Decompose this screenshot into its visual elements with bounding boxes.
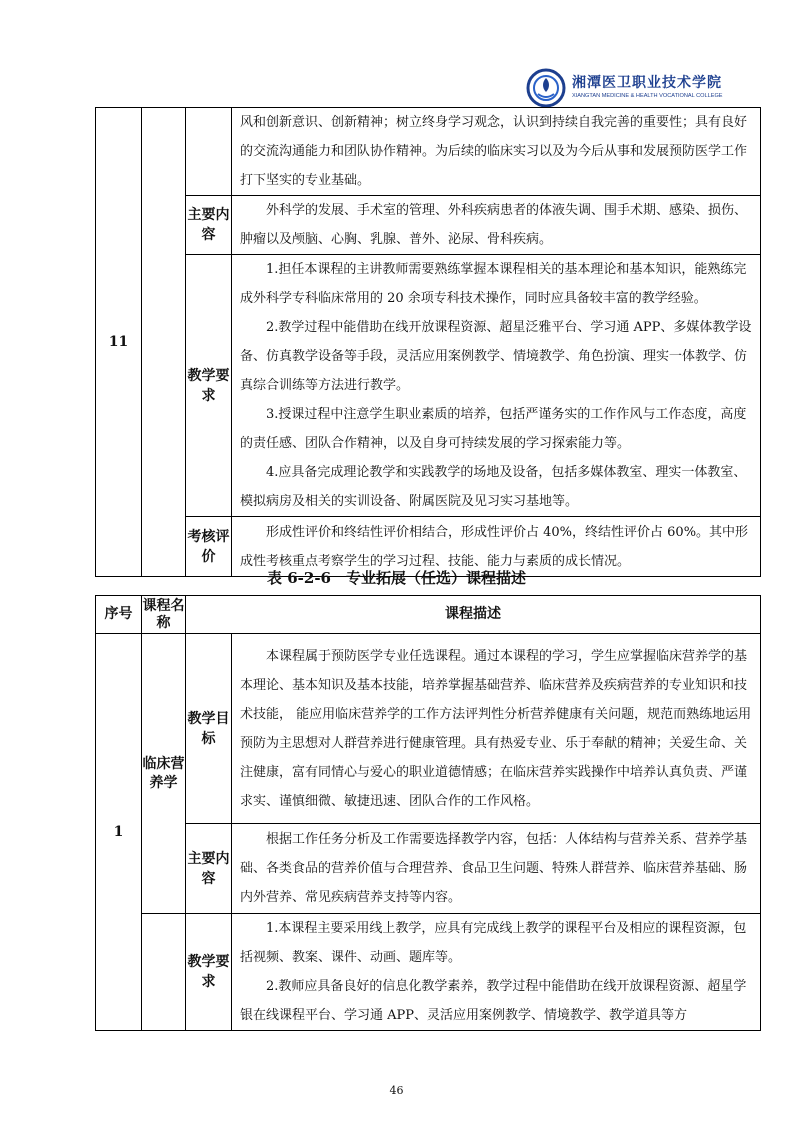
label-cell <box>186 108 232 196</box>
college-name-en: XIANGTAN MEDICINE & HEALTH VOCATIONAL COLLEGE <box>572 93 723 99</box>
table-row <box>96 914 761 1031</box>
requirement-item: 1.本课程主要采用线上教学，应具有完成线上教学的课程平台及相应的课程资源，包括视频、教案、课件、动画、题库等。 <box>240 921 747 965</box>
requirement-item: 2.教学过程中能借助在线开放课程资源、超星泛雅平台、学习通 APP、多媒体教学设备、仿真教学设备等手段，灵活应用案例教学、情境教学、角色扮演、理实一体教学、仿真综合训练等方法进行教学。 <box>240 320 752 393</box>
college-name-cn: 湘潭医卫职业技术学院 <box>572 75 722 91</box>
main-content-text: 外科学的发展、手术室的管理、外科疾病患者的体液失调、围手术期、感染、损伤、肿瘤以及颅脑、心胸、乳腺、普外、泌尿、骨科疾病。 <box>240 203 748 247</box>
row-number: 11 <box>96 108 142 577</box>
teaching-requirements-cell <box>232 255 761 517</box>
main-content-cell <box>232 824 761 914</box>
course-name-cell <box>142 108 186 577</box>
table-header-row <box>96 596 761 634</box>
requirement-item: 3.授课过程中注意学生职业素质的培养，包括严谨务实的工作作风与工作态度，高度的责任感、团队合作精神，以及自身可持续发展的学习探索能力等。 <box>240 407 747 451</box>
table-row <box>96 255 761 517</box>
main-content-label: 主要内容 <box>186 824 232 914</box>
continuation-text: 风和创新意识、创新精神；树立终身学习观念，认识到持续自我完善的重要性；具有良好的交流沟通能力和团队协作精神。为后续的临床实习以及为今后从事和发展预防医学工作打下坚实的专业基础。 <box>240 115 748 188</box>
table-row <box>96 634 761 824</box>
header-seq: 序号 <box>96 596 142 634</box>
table-row <box>96 108 761 196</box>
teaching-goals-label: 教学目标 <box>186 634 232 824</box>
main-content-text: 根据工作任务分析及工作需要选择教学内容，包括：人体结构与营养关系、营养学基础、各类食品的营养价值与合理营养、食品卫生问题、特殊人群营养、临床营养基础、肠内外营养、常见疾病营养支持等内容。 <box>240 832 748 905</box>
requirement-item: 1.担任本课程的主讲教师需要熟练掌握本课程相关的基本理论和基本知识，能熟练完成外科学专科临床常用的 20 余项专科技术操作，同时应具备较丰富的教学经验。 <box>240 262 747 306</box>
college-logo <box>526 68 723 112</box>
main-content-cell <box>232 196 761 255</box>
requirement-item: 2.教师应具备良好的信息化教学素养，教学过程中能借助在线开放课程资源、超星学银在线课程平台、学习通 APP、灵活应用案例教学、情境教学、教学道具等方 <box>240 979 747 1023</box>
teaching-requirements-label: 教学要求 <box>186 255 232 517</box>
row-number: 1 <box>96 634 142 1031</box>
teaching-goals-cell <box>232 634 761 824</box>
continuation-text-cell <box>232 108 761 196</box>
assessment-label: 考核评价 <box>186 517 232 577</box>
assessment-text: 形成性评价和终结性评价相结合，形成性评价占 40%，终结性评价占 60%。其中形成性考核重点考察学生的学习过程、技能、能力与素质的成长情况。 <box>240 524 749 569</box>
table-row <box>96 824 761 914</box>
course-name: 临床营养学 <box>142 634 186 914</box>
course-table-continued <box>95 107 761 577</box>
header-course-name: 课程名称 <box>142 596 186 634</box>
table-caption: 表 6-2-6 专业拓展（任选）课程描述 <box>267 569 526 587</box>
teaching-requirements-cell <box>232 914 761 1031</box>
requirement-item: 4.应具备完成理论教学和实践教学的场地及设备，包括多媒体教室、理实一体教室、模拟病房及相关的实训设备、附属医院及见习实习基地等。 <box>240 465 747 509</box>
elective-course-table <box>95 595 761 1031</box>
main-content-label: 主要内容 <box>186 196 232 255</box>
table-row <box>96 196 761 255</box>
college-emblem-icon <box>526 68 566 108</box>
teaching-requirements-label: 教学要求 <box>186 914 232 1031</box>
header-description: 课程描述 <box>186 596 761 634</box>
page-number: 46 <box>389 1084 404 1097</box>
teaching-goals-text: 本课程属于预防医学专业任选课程。通过本课程的学习，学生应掌握临床营养学的基本理论、基本知识及基本技能，培养掌握基础营养、临床营养及疾病营养的专业知识和技术技能， 能应用临床营养学的工作方法评判性分析营养健康有关问题，规范而熟练地运用预防为主思想对人群营养进行健康管理。具有热爱专业、乐于奉献的精神；关爱生命、关注健康，富有同情心与爱心的职业道德情感；在临床营养实践操作中培养认真负责、严谨求实、谨慎细微、敏捷迅速、团队合作的工作风格。 <box>240 648 752 809</box>
course-name-cell <box>142 914 186 1031</box>
